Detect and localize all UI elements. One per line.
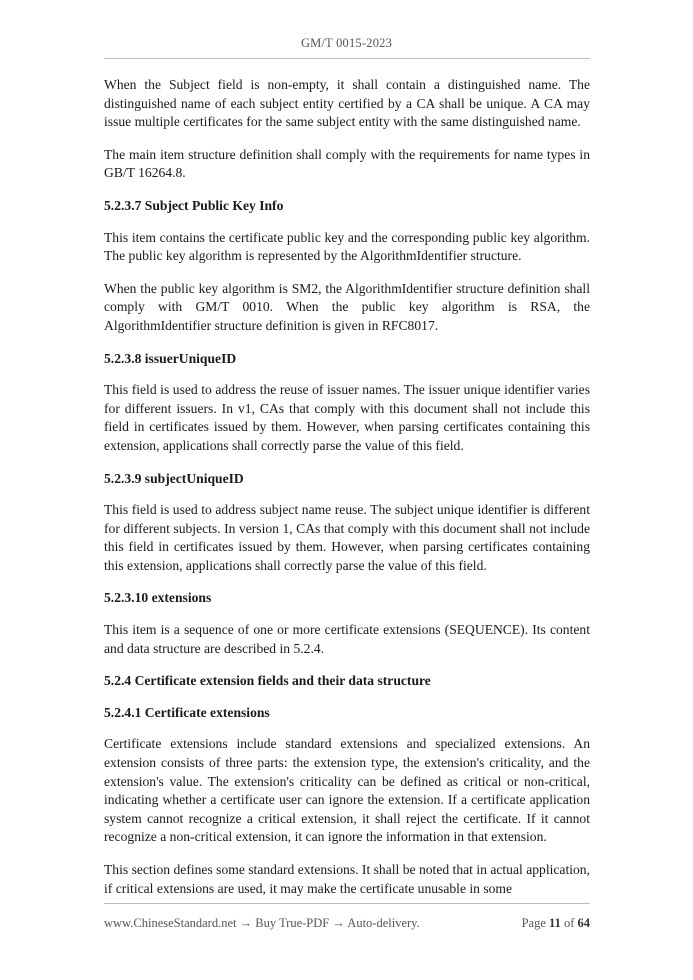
footer-divider: [104, 903, 590, 904]
paragraph: This item is a sequence of one or more certificate extensions (SEQUENCE). Its content and data structure are described in 5.2.4.: [104, 622, 590, 656]
footer-site-link[interactable]: www.ChineseStandard.net → Buy True-PDF → Auto-delivery.: [104, 916, 420, 930]
section-heading: 5.2.3.8 issuerUniqueID: [104, 350, 237, 366]
page-number: 11: [549, 916, 561, 930]
section-heading: 5.2.4 Certificate extension fields and their data structure: [104, 673, 431, 689]
page-indicator: [522, 916, 590, 931]
header-divider: [104, 58, 590, 59]
total-pages: 64: [577, 916, 590, 930]
section-heading: 5.2.3.7 Subject Public Key Info: [104, 197, 284, 213]
paragraph: Certificate extensions include standard extensions and specialized extensions. An extension consists of three parts: the extension type, the extension's criticality, and the extension's value. The extension's criticality can be defined as critical or non-critical, indicating whether a certificate user can ignore the extension. If a certificate application system cannot recognize a critical extension, it shall reject the certificate. If it cannot recognize a non-critical extension, it can ignore the information in that extension.: [104, 736, 590, 845]
paragraph: The main item structure definition shall comply with the requirements for name types in GB/T 16264.8.: [104, 146, 590, 181]
page-label: Page: [521, 916, 546, 930]
section-heading: 5.2.3.9 subjectUniqueID: [104, 470, 244, 486]
page-header: GM/T 0015-2023: [300, 36, 393, 50]
document-body: [104, 76, 590, 912]
paragraph: When the Subject field is non-empty, it shall contain a distinguished name. The distinguished name of each subject entity certified by a CA shall be unique. A CA may issue multiple certificates for the same subject entity with the same distinguished name.: [104, 77, 590, 130]
paragraph: This item contains the certificate public key and the corresponding public key algorithm. The public key algorithm is represented by the AlgorithmIdentifier structure.: [104, 229, 590, 264]
of-label: of: [563, 916, 575, 930]
paragraph: This section defines some standard extensions. It shall be noted that in actual application, if critical extensions are used, it may make the certificate unusable in some: [104, 862, 590, 896]
paragraph: This field is used to address the reuse of issuer names. The issuer unique identifier varies for different issuers. In v1, CAs that comply with this document shall not include this field in certificates issued by them. However, when parsing certificates containing this extension, applications shall correctly parse the value of this field.: [104, 382, 590, 453]
section-heading: 5.2.3.10 extensions: [104, 590, 212, 606]
paragraph: When the public key algorithm is SM2, the AlgorithmIdentifier structure definition shall comply with GM/T 0010. When the public key algorithm is RSA, the AlgorithmIdentifier structure definition is given in RFC8017.: [104, 280, 590, 333]
section-heading: 5.2.4.1 Certificate extensions: [104, 704, 270, 720]
paragraph: This field is used to address subject name reuse. The subject unique identifier is different for different subjects. In version 1, CAs that comply with this document shall not include this field in certificates issued by them. However, when parsing certificates containing this extension, applications shall correctly parse the value of this field.: [104, 502, 590, 573]
